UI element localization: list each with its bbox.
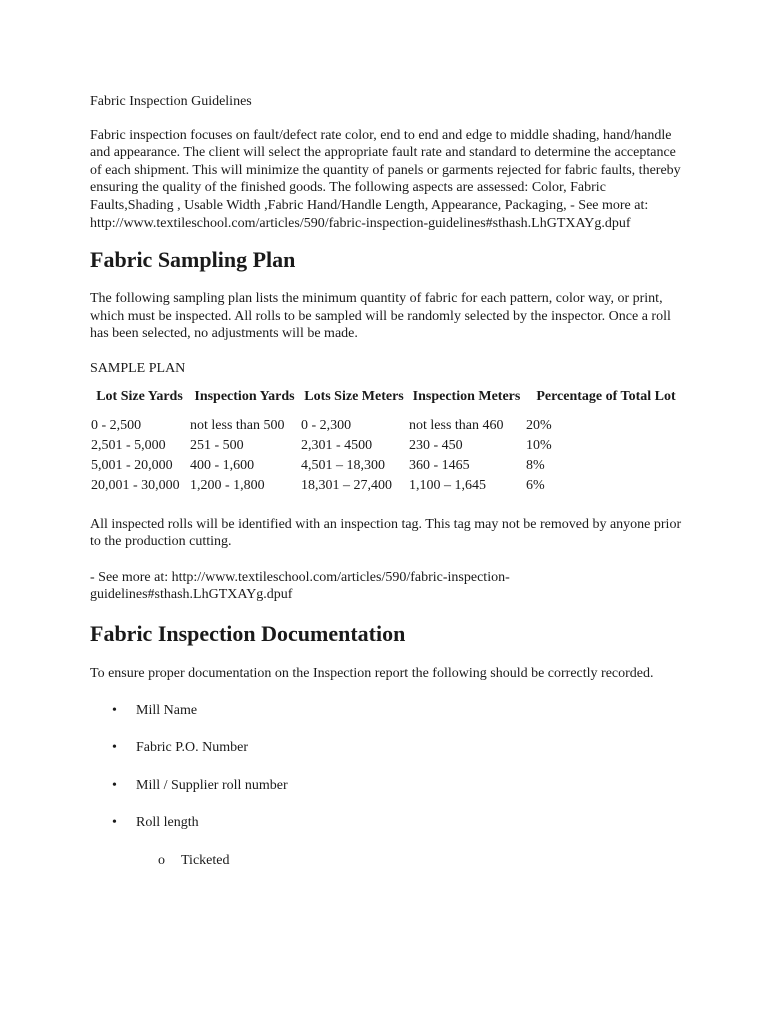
document-page	[90, 93, 690, 869]
table-row	[90, 436, 687, 456]
see-more-link-text: - See more at: http://www.textileschool.com/articles/590/fabric-inspection-guidelines#sthash.LhGTXAYg.dpuf	[90, 569, 510, 603]
table-cell: 8%	[526, 457, 545, 473]
header-lots-size-meters: Lots Size Meters	[304, 388, 404, 404]
table-row	[90, 476, 687, 496]
circle-bullet-icon: o	[158, 852, 165, 868]
list-item-label: Fabric P.O. Number	[136, 740, 248, 756]
sampling-plan-heading: Fabric Sampling Plan	[90, 247, 296, 273]
documentation-heading: Fabric Inspection Documentation	[90, 620, 406, 646]
inspection-tag-note: All inspected rolls will be identified with an inspection tag. This tag may not be removed by anyone prior to the production cutting.	[90, 516, 682, 550]
table-cell: not less than 460	[409, 417, 504, 433]
header-inspection-meters: Inspection Meters	[412, 388, 521, 404]
table-cell: 6%	[526, 477, 545, 493]
header-lot-size-yards: Lot Size Yards	[96, 388, 183, 404]
sampling-description: The following sampling plan lists the minimum quantity of fabric for each pattern, color way, or print, which must be inspected. All rolls to be sampled will be randomly selected by the inspector. Once a roll has been selected, no adjustments will be made.	[90, 291, 671, 342]
roll-length-sub-list	[90, 852, 690, 870]
table-cell: 4,501 – 18,300	[301, 457, 385, 473]
table-cell: not less than 500	[190, 417, 285, 433]
header-inspection-yards: Inspection Yards	[194, 388, 295, 404]
list-item	[90, 739, 690, 757]
bullet-icon: •	[112, 777, 117, 793]
table-cell: 20%	[526, 417, 552, 433]
table-cell: 2,501 - 5,000	[91, 437, 166, 453]
document-title: Fabric Inspection Guidelines	[90, 94, 252, 109]
table-cell: 10%	[526, 437, 552, 453]
table-cell: 1,200 - 1,800	[190, 477, 265, 493]
table-cell: 230 - 450	[409, 437, 463, 453]
documentation-list	[90, 702, 690, 832]
sub-list-item-label: Ticketed	[181, 852, 230, 868]
list-item	[90, 702, 690, 720]
table-row	[90, 456, 687, 476]
bullet-icon: •	[112, 815, 117, 831]
table-cell: 20,001 - 30,000	[91, 477, 180, 493]
table-cell: 1,100 – 1,645	[409, 477, 486, 493]
table-cell: 400 - 1,600	[190, 457, 255, 473]
bullet-icon: •	[112, 702, 117, 718]
sample-plan-table	[90, 378, 687, 496]
table-cell: 360 - 1465	[409, 457, 470, 473]
list-item	[90, 777, 690, 795]
list-item-label: Roll length	[136, 815, 199, 831]
table-cell: 2,301 - 4500	[301, 437, 373, 453]
sub-list-item	[90, 852, 690, 870]
table-cell: 0 - 2,300	[301, 417, 352, 433]
table-header-row	[90, 378, 687, 416]
table-row	[90, 416, 687, 436]
table-cell: 0 - 2,500	[91, 417, 142, 433]
table-cell: 18,301 – 27,400	[301, 477, 392, 493]
intro-paragraph: Fabric inspection focuses on fault/defect rate color, end to end and edge to middle shading, hand/handle and appearance. The client will select the appropriate fault rate and standard to determine the acceptance of each shipment. This will minimize the quantity of panels or garments rejected for fabric faults, thereby ensuring the quality of the finished goods. The following aspects are assessed: Color, Fabric Faults,Shading , Usable Width ,Fabric Hand/Handle Length, Appearance, Packaging, - See more at: http://www.textileschool.com/articles/590/fabric-inspection-guidelines#sthash.LhGTXAYg.dpuf	[90, 127, 681, 231]
table-cell: 5,001 - 20,000	[91, 457, 173, 473]
list-item	[90, 814, 690, 832]
table-cell: 251 - 500	[190, 437, 244, 453]
documentation-intro: To ensure proper documentation on the Inspection report the following should be correctly recorded.	[90, 665, 654, 681]
bullet-icon: •	[112, 740, 117, 756]
list-item-label: Mill / Supplier roll number	[136, 777, 288, 793]
sample-plan-label: SAMPLE PLAN	[90, 360, 186, 376]
list-item-label: Mill Name	[136, 702, 198, 718]
header-percentage-total-lot: Percentage of Total Lot	[536, 388, 676, 404]
